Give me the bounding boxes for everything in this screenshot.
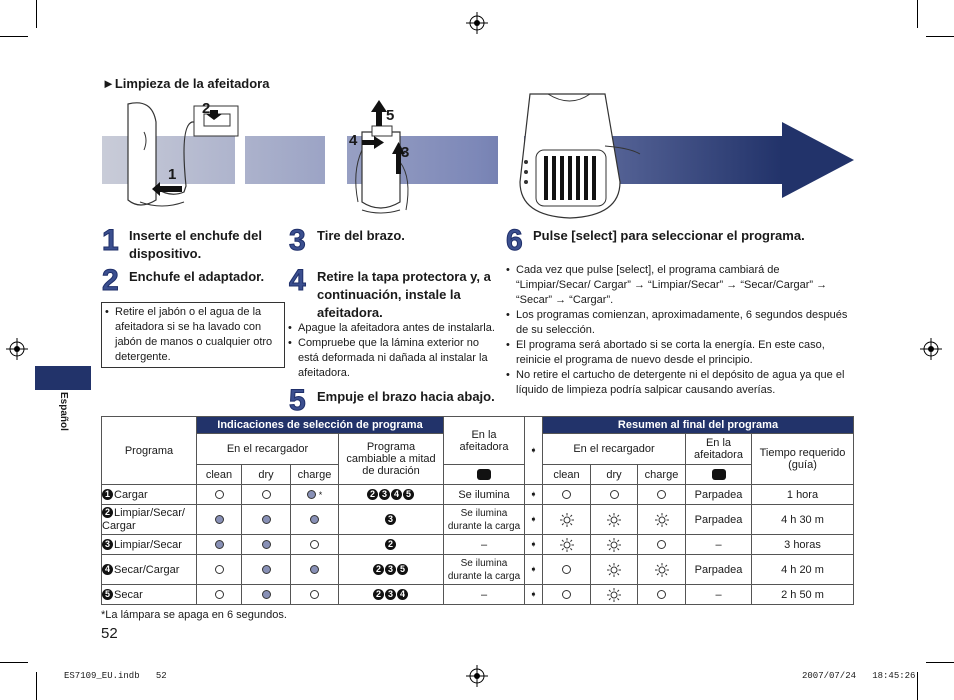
indicator-cell — [291, 485, 339, 505]
language-tab — [35, 366, 91, 390]
header-charge-2: charge — [638, 465, 686, 485]
indicator-cell — [591, 535, 638, 555]
lamp-blink-icon — [607, 513, 621, 527]
table-row — [102, 585, 854, 605]
lamp-on-icon — [262, 565, 271, 574]
indicator-cell — [197, 585, 242, 605]
header-en-recargador-2: En el recargador — [543, 434, 686, 465]
step-number: 5 — [289, 384, 306, 417]
registration-mark-icon — [466, 12, 488, 34]
changeable-cell: 2 3 4 5 — [339, 485, 444, 505]
indicator-cell — [197, 485, 242, 505]
crop-mark — [36, 0, 37, 28]
indicator-cell — [543, 555, 591, 585]
shaver-indicator: – — [444, 585, 525, 605]
step-number: 3 — [289, 224, 306, 257]
shaver-indicator: Se ilumina durante la carga — [444, 555, 525, 585]
lamp-blink-icon — [560, 538, 574, 552]
recycle-icon — [712, 469, 726, 480]
bullet-item: • Apague la afeitadora antes de instalarla. — [288, 321, 500, 336]
program-name-cell — [102, 535, 197, 555]
lamp-off-icon — [562, 490, 571, 499]
bullet-item: • No retire el cartucho de detergente ni el depósito de agua ya que el líquido de limpieza podría salpicar causando averías. — [506, 368, 852, 398]
asterisk: * — [318, 489, 323, 500]
step-3-text: Tire del brazo. — [317, 228, 405, 243]
program-number: 1 — [102, 489, 113, 500]
lamp-off-icon — [262, 490, 271, 499]
table-row — [102, 485, 854, 505]
lamp-on-icon — [215, 515, 224, 524]
indicator-cell — [197, 535, 242, 555]
lamp-off-icon — [657, 590, 666, 599]
header-resumen: Resumen al final del programa — [543, 417, 854, 434]
bullet-item: • Compruebe que la lámina exterior no está deformada ni dañada al instalar la afeitadora. — [288, 336, 500, 381]
arrow-cell: ➧ — [525, 555, 543, 585]
registration-mark-icon — [466, 665, 488, 687]
indicator-cell — [197, 555, 242, 585]
indicator-cell — [291, 505, 339, 535]
crop-mark — [926, 36, 954, 37]
step-number: 2 — [102, 264, 119, 297]
arrow-cell: ➧ — [525, 417, 543, 485]
lamp-off-icon — [610, 490, 619, 499]
language-label: Español — [58, 392, 69, 431]
indicator-cell — [543, 505, 591, 535]
lamp-on-icon — [262, 590, 271, 599]
indicator-cell — [291, 555, 339, 585]
lamp-off-icon — [310, 590, 319, 599]
header-en-afeitadora-2: En la afeitadora — [686, 434, 752, 465]
lamp-off-icon — [657, 540, 666, 549]
lamp-off-icon — [657, 490, 666, 499]
lamp-blink-icon — [655, 563, 669, 577]
indicator-cell — [242, 585, 291, 605]
header-dry: dry — [242, 465, 291, 485]
arrow-cell: ➧ — [525, 505, 543, 535]
indicator-cell — [543, 485, 591, 505]
step-4-text: Retire la tapa protectora y, a continuación, instale la afeitadora. — [317, 269, 491, 320]
indicator-cell — [291, 535, 339, 555]
indicator-cell — [591, 585, 638, 605]
crop-mark — [917, 672, 918, 700]
step-6-bullets — [506, 263, 852, 398]
indicator-cell — [242, 535, 291, 555]
crop-mark — [917, 0, 918, 28]
time-required: 4 h 20 m — [752, 555, 854, 585]
lamp-blink-icon — [607, 563, 621, 577]
figure-label-1: 1 — [168, 166, 177, 183]
arrow-cell: ➧ — [525, 485, 543, 505]
indicator-cell — [543, 585, 591, 605]
recycle-icon-cell — [444, 465, 525, 485]
note-item: • Retire el jabón o el agua de la afeitadora si se ha lavado con jabón de manos o cualquier otro detergente. — [105, 305, 279, 365]
summary-shaver: – — [686, 535, 752, 555]
program-name: Limpiar/Secar — [114, 538, 182, 551]
lamp-on-icon — [310, 515, 319, 524]
indicator-cell — [242, 505, 291, 535]
summary-shaver: – — [686, 585, 752, 605]
step-5-text: Empuje el brazo hacia abajo. — [317, 389, 495, 404]
shaver-indicator: Se ilumina — [444, 485, 525, 505]
changeable-cell: 2 3 4 — [339, 585, 444, 605]
summary-shaver: Parpadea — [686, 485, 752, 505]
program-name-cell — [102, 585, 197, 605]
step-6-text: Pulse [select] para seleccionar el programa. — [533, 228, 805, 243]
lamp-on-icon — [262, 515, 271, 524]
step-4-bullets — [288, 321, 500, 381]
lamp-on-icon — [215, 540, 224, 549]
lamp-blink-icon — [560, 513, 574, 527]
figure-label-5: 5 — [386, 107, 395, 124]
lamp-off-icon — [215, 590, 224, 599]
step-number: 6 — [506, 224, 523, 257]
indicator-cell — [638, 535, 686, 555]
header-programa: Programa — [102, 417, 197, 485]
header-clean: clean — [197, 465, 242, 485]
header-charge: charge — [291, 465, 339, 485]
page-number: 52 — [101, 625, 118, 642]
cleaning-illustration — [100, 92, 856, 220]
arrow-cell: ➧ — [525, 535, 543, 555]
lamp-off-icon — [215, 490, 224, 499]
lamp-off-icon — [310, 540, 319, 549]
time-required: 4 h 30 m — [752, 505, 854, 535]
header-tiempo: Tiempo requerido (guía) — [752, 434, 854, 485]
changeable-cell: 2 3 5 — [339, 555, 444, 585]
recycle-icon-cell — [686, 465, 752, 485]
indicator-cell — [543, 535, 591, 555]
step-2-text: Enchufe el adaptador. — [129, 269, 265, 284]
arrow-cell: ➧ — [525, 585, 543, 605]
program-name-cell — [102, 485, 197, 505]
footnote: *La lámpara se apaga en 6 segundos. — [101, 609, 287, 621]
step-number: 4 — [289, 264, 306, 297]
registration-mark-icon — [6, 338, 28, 360]
indicator-cell — [242, 485, 291, 505]
bullet-item: • El programa será abortado si se corta la energía. En este caso, reinicie el programa de nuevo desde el principio. — [506, 338, 852, 368]
lamp-on-icon — [307, 490, 316, 499]
program-name: Secar/Cargar — [114, 563, 180, 576]
program-name-cell — [102, 505, 197, 535]
program-number: 4 — [102, 564, 113, 575]
program-name: Cargar — [114, 488, 148, 501]
registration-mark-icon — [920, 338, 942, 360]
header-dry-2: dry — [591, 465, 638, 485]
indicator-cell — [197, 505, 242, 535]
crop-mark — [926, 662, 954, 663]
summary-shaver: Parpadea — [686, 505, 752, 535]
header-en-recargador: En el recargador — [197, 434, 339, 465]
figure-label-2: 2 — [202, 100, 211, 117]
indicator-cell — [638, 585, 686, 605]
bullet-item: • Cada vez que pulse [select], el programa cambiará de “Limpiar/Secar/ Cargar” → “Limpiar/Secar” → “Secar/Cargar” → “Secar” → “Cargar”. — [506, 263, 852, 308]
crop-mark — [0, 36, 28, 37]
figure-label-3: 3 — [401, 144, 410, 161]
header-cambiable: Programa cambiable a mitad de duración — [339, 434, 444, 485]
lamp-off-icon — [562, 590, 571, 599]
lamp-on-icon — [262, 540, 271, 549]
recycle-icon — [477, 469, 491, 480]
lamp-blink-icon — [607, 588, 621, 602]
shaver-indicator: Se ilumina durante la carga — [444, 505, 525, 535]
changeable-cell: 3 — [339, 505, 444, 535]
shaver-indicator: – — [444, 535, 525, 555]
table-row — [102, 555, 854, 585]
lamp-on-icon — [310, 565, 319, 574]
header-indicaciones: Indicaciones de selección de programa — [197, 417, 444, 434]
indicator-cell — [242, 555, 291, 585]
footer-file-info: ES7109_EU.indb 52 — [64, 671, 167, 681]
header-en-afeitadora: En la afeitadora — [444, 417, 525, 465]
table-row — [102, 535, 854, 555]
program-table — [101, 416, 854, 605]
indicator-cell — [591, 555, 638, 585]
program-name: Limpiar/Secar/ Cargar — [102, 506, 185, 532]
section-title: ►Limpieza de la afeitadora — [102, 76, 270, 91]
header-clean-2: clean — [543, 465, 591, 485]
changeable-cell: 2 — [339, 535, 444, 555]
time-required: 1 hora — [752, 485, 854, 505]
crop-mark — [0, 662, 28, 663]
lamp-off-icon — [215, 565, 224, 574]
indicator-cell — [638, 485, 686, 505]
lamp-off-icon — [562, 565, 571, 574]
table-row — [102, 505, 854, 535]
step-1-text: Inserte el enchufe del dispositivo. — [129, 228, 262, 261]
lamp-blink-icon — [607, 538, 621, 552]
program-number: 2 — [102, 507, 113, 518]
lamp-blink-icon — [655, 513, 669, 527]
bullet-item: • Los programas comienzan, aproximadamente, 6 segundos después de su selección. — [506, 308, 852, 338]
summary-shaver: Parpadea — [686, 555, 752, 585]
crop-mark — [36, 672, 37, 700]
indicator-cell — [638, 505, 686, 535]
indicator-cell — [591, 505, 638, 535]
program-name-cell — [102, 555, 197, 585]
program-number: 3 — [102, 539, 113, 550]
time-required: 3 horas — [752, 535, 854, 555]
indicator-cell — [291, 585, 339, 605]
indicator-cell — [638, 555, 686, 585]
footer-timestamp: 2007/07/24 18:45:26 — [802, 671, 916, 681]
step-number: 1 — [102, 224, 119, 257]
program-name: Secar — [114, 588, 143, 601]
time-required: 2 h 50 m — [752, 585, 854, 605]
indicator-cell — [591, 485, 638, 505]
note-list — [105, 305, 279, 365]
figure-label-4: 4 — [349, 132, 358, 149]
program-number: 5 — [102, 589, 113, 600]
